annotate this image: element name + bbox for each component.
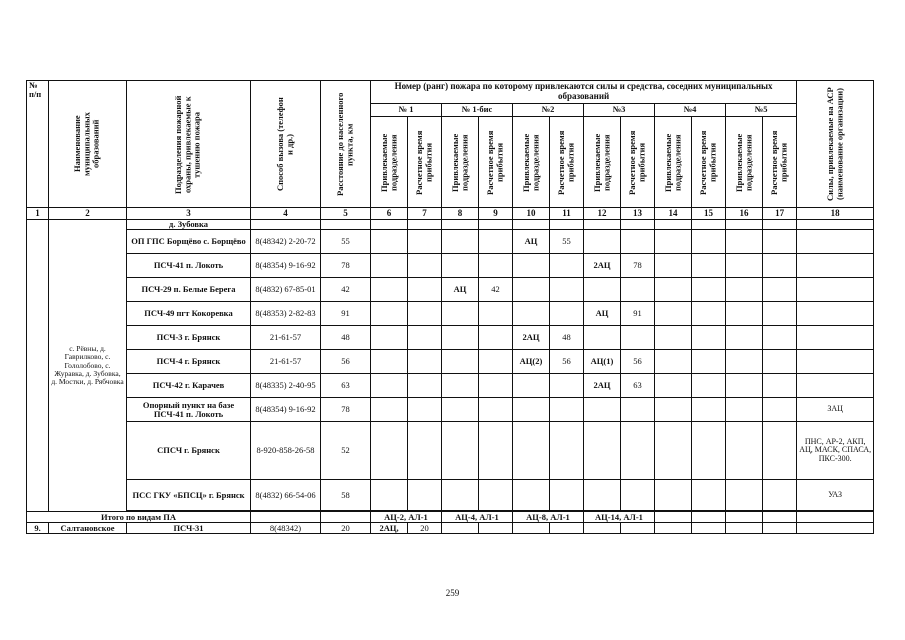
col-number: 2 (49, 208, 127, 220)
cell-c12: 2АЦ (584, 374, 621, 398)
distance-cell: 55 (321, 230, 371, 254)
cell-c12 (584, 480, 621, 511)
cell-c7 (408, 480, 442, 511)
forces-cell (797, 278, 874, 302)
cell-c12: 2АЦ (584, 254, 621, 278)
cell-c6 (371, 278, 408, 302)
cell-c7 (408, 302, 442, 326)
department-cell: ПСЧ-29 п. Белые Берега (127, 278, 251, 302)
page-number: 259 (445, 588, 460, 598)
distance-cell: 42 (321, 278, 371, 302)
cell-c8 (442, 302, 479, 326)
department-cell: Опорный пункт на базе ПСЧ-41 п. Локоть (127, 398, 251, 422)
cell-c7: 20 (408, 523, 442, 534)
phone-cell: 8(4832) 67-85-01 (251, 278, 321, 302)
cell-c7 (408, 374, 442, 398)
distance-cell: 91 (321, 302, 371, 326)
phone-cell: 8(48353) 2-82-83 (251, 302, 321, 326)
cell-c8 (442, 326, 479, 350)
table-row (27, 374, 874, 398)
department-cell: ПСЧ-4 г. Брянск (127, 350, 251, 374)
forces-cell: УАЗ (797, 480, 874, 511)
header-call-method: Способ вызова (телефон и др.) (251, 81, 321, 208)
cell-c13: 91 (621, 302, 655, 326)
cell-c9 (479, 230, 513, 254)
department-cell: ПСЧ-31 (127, 523, 251, 534)
cell-c11 (550, 254, 584, 278)
header-forces: Силы, привлекаемые на АСР (наименование организации) (797, 81, 874, 208)
department-cell: ПСС ГКУ «БПСЦ» г. Брянск (127, 480, 251, 511)
cell-c11 (550, 480, 584, 511)
cell-c8 (442, 480, 479, 511)
department-cell: ОП ГПС Борщёво с. Борщёво (127, 230, 251, 254)
header-no: № п/п (27, 81, 49, 208)
row-number-cell: 9. (27, 523, 49, 534)
cell-c9 (479, 302, 513, 326)
cell-c12 (584, 230, 621, 254)
cell-c13: 63 (621, 374, 655, 398)
cell-c8 (442, 350, 479, 374)
rank-3-time: Расчетное время прибытия (621, 117, 655, 208)
column-number-row (27, 208, 874, 220)
table-row (27, 254, 874, 278)
header-rank-title: Номер (ранг) пожара по которому привлекаются силы и средства, соседних муниципальных образований (371, 81, 797, 104)
rank-1-time: Расчетное время прибытия (408, 117, 442, 208)
rank-2-attract: Привлекаемые подразделения (513, 117, 550, 208)
cell-c10: АЦ(2) (513, 350, 550, 374)
cell-c10 (513, 422, 550, 480)
cell-c9 (479, 254, 513, 278)
forces-cell (797, 350, 874, 374)
cell-c10: АЦ (513, 230, 550, 254)
cell-c9 (479, 422, 513, 480)
cell-c8: АЦ (442, 278, 479, 302)
municipality-cell: Салтановское (49, 523, 127, 534)
distance-cell: 48 (321, 326, 371, 350)
cell-c11 (550, 278, 584, 302)
rank-4-time: Расчетное время прибытия (692, 117, 726, 208)
forces-cell (797, 326, 874, 350)
table-row (27, 523, 874, 534)
cell-c13 (621, 480, 655, 511)
department-cell: ПСЧ-41 п. Локоть (127, 254, 251, 278)
department-cell: ПСЧ-42 г. Карачев (127, 374, 251, 398)
rank-1-label: № 1 (371, 104, 442, 117)
col-number: 10 (513, 208, 550, 220)
col-number: 9 (479, 208, 513, 220)
cell-c11 (550, 302, 584, 326)
cell-c10 (513, 278, 550, 302)
rank-4-label: №4 (655, 104, 726, 117)
distance-cell: 20 (321, 523, 371, 534)
cell-c10 (513, 398, 550, 422)
totals-label: Итого по видам ПА (27, 512, 251, 523)
cell-c6 (371, 350, 408, 374)
col-number: 12 (584, 208, 621, 220)
rank-2-time: Расчетное время прибытия (550, 117, 584, 208)
cell-c12 (584, 398, 621, 422)
totals-row (27, 512, 874, 523)
col-number: 18 (797, 208, 874, 220)
cell-c10 (513, 374, 550, 398)
cell-c13 (621, 398, 655, 422)
rank-1bis-label: № 1-бис (442, 104, 513, 117)
rank-5-label: №5 (726, 104, 797, 117)
cell-c12 (584, 278, 621, 302)
cell-c6 (371, 422, 408, 480)
table-row (27, 398, 874, 422)
cell-c6 (371, 230, 408, 254)
cell-c13 (621, 278, 655, 302)
cell-c9 (479, 350, 513, 374)
table-row (27, 350, 874, 374)
cell-c6 (371, 302, 408, 326)
col-number: 7 (408, 208, 442, 220)
distance-cell: 58 (321, 480, 371, 511)
cell-c6 (371, 398, 408, 422)
rank-5-time: Расчетное время прибытия (763, 117, 797, 208)
cell-c6 (371, 326, 408, 350)
cell-c7 (408, 398, 442, 422)
department-cell: СПСЧ г. Брянск (127, 422, 251, 480)
cell-c8 (442, 374, 479, 398)
cell-c7 (408, 326, 442, 350)
totals-rank-2: АЦ-8, АЛ-1 (513, 512, 584, 523)
col-number: 15 (692, 208, 726, 220)
cell-c11 (550, 422, 584, 480)
rank-2-label: №2 (513, 104, 584, 117)
col-number: 5 (321, 208, 371, 220)
forces-cell (797, 302, 874, 326)
cell-c7 (408, 230, 442, 254)
cell-c10 (513, 302, 550, 326)
cell-c8 (442, 254, 479, 278)
col-number: 8 (442, 208, 479, 220)
col-number: 14 (655, 208, 692, 220)
department-cell: ПСЧ-49 пгт Кокоревка (127, 302, 251, 326)
cell-c11 (550, 374, 584, 398)
phone-cell: 8(48342) 2-20-72 (251, 230, 321, 254)
table-row (27, 278, 874, 302)
cell-c9 (479, 398, 513, 422)
rank-1bis-attract: Привлекаемые подразделения (442, 117, 479, 208)
cell-c13 (621, 422, 655, 480)
cell-c12: АЦ (584, 302, 621, 326)
cell-c9 (479, 326, 513, 350)
col-number: 17 (763, 208, 797, 220)
municipality-cell: с. Рёвны, д. Гаврилково, с. Гололобово, с. Журавка, д. Зубовка, д. Мостки, д. Рябчовка (49, 220, 127, 512)
distance-cell: 56 (321, 350, 371, 374)
phone-cell: 8(48342) (251, 523, 321, 534)
fire-forces-table (26, 80, 874, 534)
table-row (27, 480, 874, 511)
cell-c6 (371, 480, 408, 511)
department-cell: ПСЧ-3 г. Брянск (127, 326, 251, 350)
cell-c7 (408, 278, 442, 302)
phone-cell: 8-920-858-26-58 (251, 422, 321, 480)
cell-c13 (621, 326, 655, 350)
rank-1-attract: Привлекаемые подразделения (371, 117, 408, 208)
forces-cell (797, 374, 874, 398)
cell-c12: АЦ(1) (584, 350, 621, 374)
distance-cell: 78 (321, 398, 371, 422)
cell-c8 (442, 230, 479, 254)
table-row (27, 230, 874, 254)
distance-cell: 52 (321, 422, 371, 480)
phone-cell: 8(48335) 2-40-95 (251, 374, 321, 398)
totals-rank-1bis: АЦ-4, АЛ-1 (442, 512, 513, 523)
rank-4-attract: Привлекаемые подразделения (655, 117, 692, 208)
phone-cell: 8(48354) 9-16-92 (251, 398, 321, 422)
cell-c11: 56 (550, 350, 584, 374)
row-number-cell (27, 220, 49, 512)
forces-cell: ЗАЦ (797, 398, 874, 422)
forces-cell (797, 230, 874, 254)
cell-c10: 2АЦ (513, 326, 550, 350)
distance-cell: 78 (321, 254, 371, 278)
col-number: 3 (127, 208, 251, 220)
col-number: 13 (621, 208, 655, 220)
cell-c9 (479, 480, 513, 511)
distance-cell: 63 (321, 374, 371, 398)
header-subdivisions: Подразделения пожарной охраны, привлекаемые к тушению пожара (127, 81, 251, 208)
phone-cell: 21-61-57 (251, 350, 321, 374)
col-number: 4 (251, 208, 321, 220)
table-row (27, 422, 874, 480)
cell-c13: 78 (621, 254, 655, 278)
phone-cell: 21-61-57 (251, 326, 321, 350)
rank-3-label: №3 (584, 104, 655, 117)
cell-c12 (584, 326, 621, 350)
col-number: 1 (27, 208, 49, 220)
cell-c8 (442, 422, 479, 480)
table-row (27, 220, 874, 230)
cell-c9 (479, 374, 513, 398)
col-number: 11 (550, 208, 584, 220)
cell-c7 (408, 254, 442, 278)
table-row (27, 302, 874, 326)
cell-c8 (442, 398, 479, 422)
col-number: 16 (726, 208, 763, 220)
header-muni: Наименование муниципальных образований (49, 81, 127, 208)
cell-c11: 48 (550, 326, 584, 350)
cell-c13 (621, 230, 655, 254)
phone-cell: 8(4832) 66-54-06 (251, 480, 321, 511)
cell-c6 (371, 254, 408, 278)
rank-5-attract: Привлекаемые подразделения (726, 117, 763, 208)
cell-c7 (408, 350, 442, 374)
cell-c9: 42 (479, 278, 513, 302)
cell-c13: 56 (621, 350, 655, 374)
cell-c6: 2АЦ, (371, 523, 408, 534)
cell-c10 (513, 480, 550, 511)
forces-cell (797, 254, 874, 278)
cell-c11 (550, 398, 584, 422)
phone-cell: 8(48354) 9-16-92 (251, 254, 321, 278)
rank-3-attract: Привлекаемые подразделения (584, 117, 621, 208)
forces-cell: ПНС, АР-2, АКП, АЦ, МАСК, СПАСА, ПКС-300. (797, 422, 874, 480)
cell-c12 (584, 422, 621, 480)
rank-1bis-time: Расчетное время прибытия (479, 117, 513, 208)
totals-rank-3: АЦ-14, АЛ-1 (584, 512, 655, 523)
cell-c6 (371, 374, 408, 398)
header-distance: Расстояние до населенного пункта, км (321, 81, 371, 208)
table-row (27, 326, 874, 350)
col-number: 6 (371, 208, 408, 220)
cell-c7 (408, 422, 442, 480)
cell-c11: 55 (550, 230, 584, 254)
settlement-cell: д. Зубовка (127, 220, 251, 230)
totals-rank-1: АЦ-2, АЛ-1 (371, 512, 442, 523)
cell-c10 (513, 254, 550, 278)
